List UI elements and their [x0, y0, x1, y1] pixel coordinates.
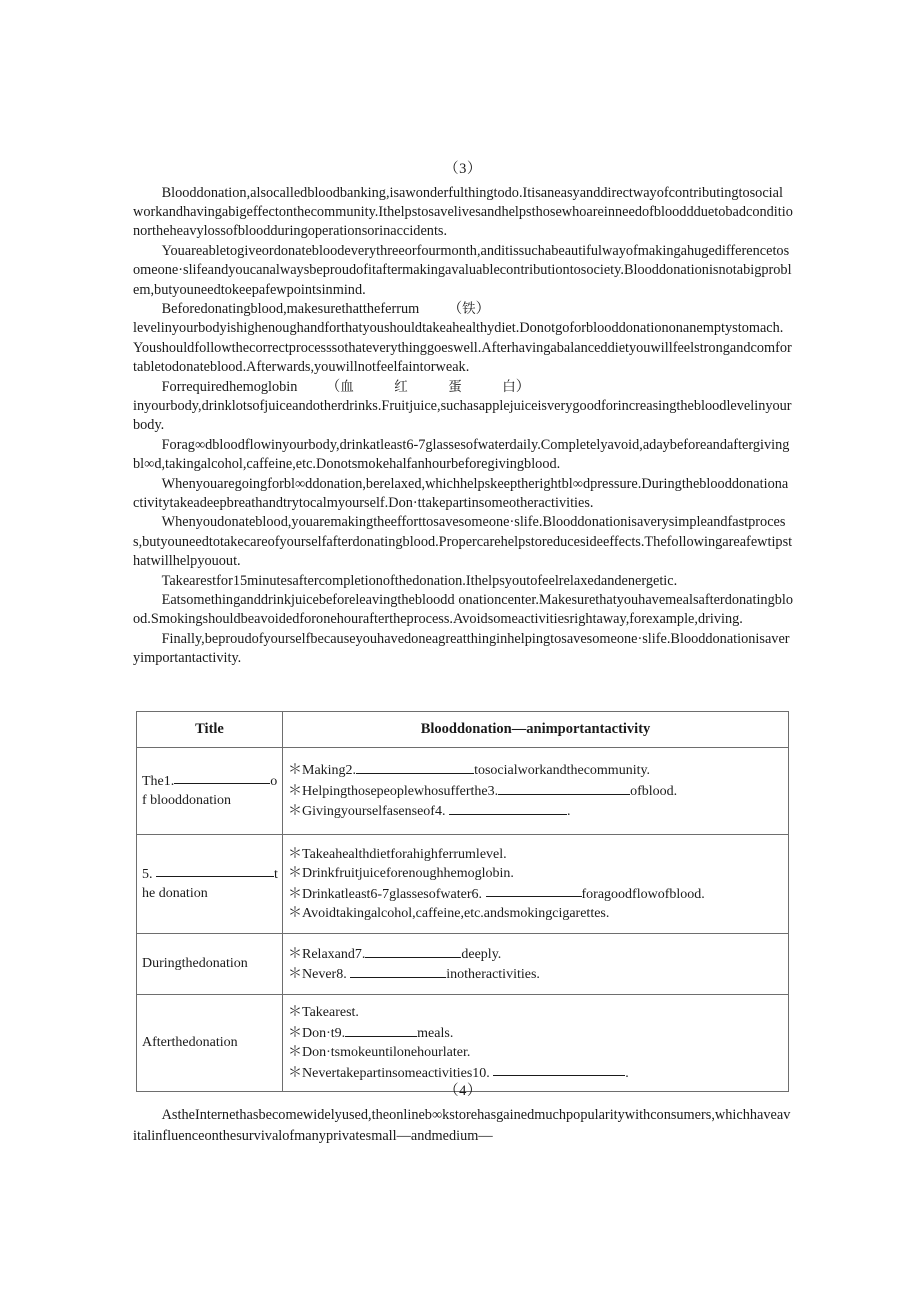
- table-row: [137, 835, 789, 934]
- detail-text-pre: ＊Drinkfruitjuiceforenoughhemoglobin.: [288, 866, 514, 882]
- detail-text-post: ofblood.: [630, 783, 678, 799]
- answer-blank[interactable]: [356, 760, 474, 774]
- ferrum-lead-text: Beforedonatingblood,makesurethattheferrum: [161, 300, 420, 317]
- answer-blank[interactable]: [449, 801, 567, 815]
- detail-list: [288, 944, 784, 985]
- table-cell-label: [137, 835, 283, 934]
- answer-blank[interactable]: [486, 884, 582, 898]
- table-cell-label: [137, 934, 283, 995]
- answer-blank[interactable]: [156, 864, 274, 878]
- detail-text-pre: ＊Don·tsmokeuntilonehourlater.: [288, 1045, 471, 1060]
- table-cell-details: [283, 934, 789, 995]
- detail-text-post: deeply.: [461, 946, 502, 962]
- table-cell-details: [283, 835, 789, 934]
- paren-open: （: [447, 300, 463, 317]
- ferrum-chinese-char: 铁: [462, 300, 476, 317]
- section-3-body: [133, 160, 793, 669]
- detail-text-pre: ＊Takeahealthdietforahighferrumlevel.: [288, 846, 507, 862]
- table-row: [137, 995, 789, 1092]
- table-header-title: Title: [137, 712, 283, 748]
- table-cell-label: [137, 748, 283, 835]
- table-cell-details: [283, 748, 789, 835]
- table-body: [137, 748, 789, 1092]
- detail-list: [288, 760, 784, 821]
- paragraph: Blooddonation,alsocalledbloodbanking,isawonderfulthingtodo.Itisaneasyanddirectwayofcontributingtosocialworkandhavingabigeffectonthecommunity.Ithelpstosavelivesandhelpsthosewhoareinneedofblooddduetobadconditionortheheavylossofbloodduringoperationsorinaccidents.: [133, 184, 793, 240]
- detail-text-pre: ＊Don·t9.: [288, 1025, 346, 1041]
- stage-label-pre: Duringthedonation: [142, 956, 248, 971]
- answer-blank[interactable]: [365, 944, 461, 958]
- detail-text-pre: ＊Givingyourselfasenseof4.: [288, 804, 449, 820]
- paragraph: Youareabletogiveordonatebloodeverythreeorfourmonth,anditissuchabeautifulwayofmakingahugedifferencetosomeone·slifeandyoucanalwaysbeproudofitaftermakingavaluablecontributiontosociety.Blooddonationisnotabigproblem,butyouneedtokeepafewpointsinmind.: [133, 242, 792, 298]
- detail-line: [288, 1043, 784, 1063]
- detail-text-pre: ＊Drinkatleast6-7glassesofwater6.: [288, 886, 486, 902]
- summary-table: [136, 711, 789, 1092]
- detail-text-pre: ＊Never8.: [288, 966, 351, 982]
- detail-text-pre: ＊Nevertakepartinsomeactivities10.: [288, 1065, 494, 1081]
- stage-label: [142, 954, 278, 974]
- paragraph: Takearestfor15minutesaftercompletionofthedonation.Ithelpsyoutofeelrelaxedandenergetic.: [161, 572, 678, 589]
- detail-line: [288, 964, 784, 984]
- detail-line: [288, 1063, 784, 1083]
- paragraph: AstheInternethasbecomewidelyused,theonlineb∞kstorehasgainedmuchpopularitywithconsumers,whichhaveavitalinfluenceonthesurvivalofmanyprivatesmall—andmedium—: [133, 1106, 791, 1144]
- stage-label-pre: Afterthedonation: [142, 1035, 238, 1050]
- stage-label-post: of blooddonation: [142, 773, 278, 809]
- paragraph-hemoglobin: [133, 378, 793, 397]
- detail-line: [288, 781, 784, 801]
- paragraph-ferrum: [133, 300, 793, 319]
- answer-blank[interactable]: [174, 771, 270, 785]
- hemoglobin-lead-text: Forrequiredhemoglobin: [161, 378, 298, 395]
- detail-text-post: tosocialworkandthecommunity.: [474, 763, 651, 779]
- table-header-row: [137, 712, 789, 748]
- section-4-heading: （4）: [444, 1083, 482, 1099]
- paragraph: Whenyoudonateblood,youaremakingtheefforttosavesomeone·slife.Blooddonationisaverysimpleandfastprocess,butyouneedtotakecareofyourselfafterdonatingblood.Propercarehelpstoreducesideeffects.Thefollowingareafewtipsthatwillhelpyouout.: [133, 514, 793, 570]
- hemoglobin-chinese-chars: 血 红 蛋 白: [340, 378, 516, 395]
- table-cell-label: [137, 995, 283, 1092]
- detail-line: [288, 760, 784, 780]
- section-4-body: [133, 1082, 793, 1147]
- detail-line: [288, 801, 784, 821]
- table-row: [137, 748, 789, 835]
- detail-line: [288, 1023, 784, 1043]
- detail-line: [288, 904, 784, 924]
- detail-text-post: inotheractivities.: [446, 966, 540, 982]
- paren-open: （: [325, 378, 341, 395]
- paren-close: ）: [475, 300, 490, 317]
- ferrum-gloss: [419, 300, 490, 319]
- paren-close: ）: [515, 378, 531, 395]
- answer-blank[interactable]: [498, 781, 630, 795]
- summary-table-wrapper: [136, 711, 788, 1092]
- paragraph-ferrum-rest: levelinyourbodyishighenoughandforthatyoushouldtakeahealthydiet.Donotgoforblooddonationonanemptystomach.Youshouldfollowthecorrectprocesssothateverythinggoeswell.Afterhavingabalanceddietyouwillfeelstrongandcomfortabletodonateblood.Afterwards,youwillnotfeelfaintorweak.: [133, 320, 792, 376]
- detail-line: [288, 864, 784, 884]
- paragraph-hemoglobin-rest: inyourbody,drinklotsofjuiceandotherdrinks.Fruitjuice,suchasapplejuiceisverygoodforincreasingthebloodlevelinyourbody.: [133, 397, 792, 434]
- table-header-topic: Blooddonation—animportantactivity: [283, 712, 789, 748]
- detail-text-post: .: [566, 804, 571, 820]
- detail-line: [288, 1003, 784, 1023]
- answer-blank[interactable]: [350, 964, 446, 978]
- detail-text-pre: ＊Helpingthosepeoplewhosufferthe3.: [288, 783, 499, 799]
- detail-line: [288, 884, 784, 904]
- detail-line: [288, 845, 784, 865]
- detail-list: [288, 845, 784, 924]
- detail-text-pre: ＊Relaxand7.: [288, 946, 366, 962]
- paragraph: Finally,beproudofyourselfbecauseyouhavedoneagreatthinginhelpingtosavesomeone·slife.Blooddonationisaveryimportantactivity.: [133, 630, 790, 667]
- answer-blank[interactable]: [345, 1023, 417, 1037]
- paragraph: Forag∞dbloodflowinyourbody,drinkatleast6-7glassesofwaterdaily.Completelyavoid,adaybeforeandaftergivingbl∞d,takingalcohol,caffeine,etc.Donotsmokehalfanhourbeforegivingblood.: [133, 436, 790, 473]
- detail-list: [288, 1003, 784, 1083]
- detail-text-pre: ＊Making2.: [288, 763, 357, 779]
- stage-label-pre: 5.: [142, 866, 156, 882]
- detail-text-pre: ＊Avoidtakingalcohol,caffeine,etc.andsmokingcigarettes.: [288, 905, 610, 921]
- table-cell-details: [283, 995, 789, 1092]
- detail-text-post: .: [625, 1065, 629, 1081]
- paragraph: Eatsomethinganddrinkjuicebeforeleavingthebloodd onationcenter.Makesurethatyouhavemealsafterdonatingblood.Smokingshouldbeavoidedforonehouraftertheprocess.Avoidsomeactivitiesrightaway,forexample,driving.: [133, 592, 793, 628]
- answer-blank[interactable]: [493, 1063, 625, 1077]
- stage-label: [142, 864, 278, 905]
- section-3-heading: （3）: [444, 161, 482, 177]
- hemoglobin-gloss: [297, 378, 530, 397]
- table-row: [137, 934, 789, 995]
- stage-label-post: the donation: [142, 866, 278, 902]
- detail-text-pre: ＊Takearest.: [288, 1005, 359, 1021]
- stage-label: [142, 771, 278, 812]
- stage-label: [142, 1033, 278, 1053]
- stage-label-pre: The1.: [142, 773, 175, 789]
- detail-text-post: meals.: [417, 1025, 454, 1041]
- detail-text-post: foragoodflowofblood.: [581, 886, 705, 902]
- paragraph: Whenyouaregoingforbl∞ddonation,berelaxed,whichhelpskeeptherightbl∞dpressure.Duringtheblooddonationactivitytakeadeepbreathandtrytocalmyourself.Don·ttakepartinsomeotheractivities.: [133, 475, 789, 511]
- detail-line: [288, 944, 784, 964]
